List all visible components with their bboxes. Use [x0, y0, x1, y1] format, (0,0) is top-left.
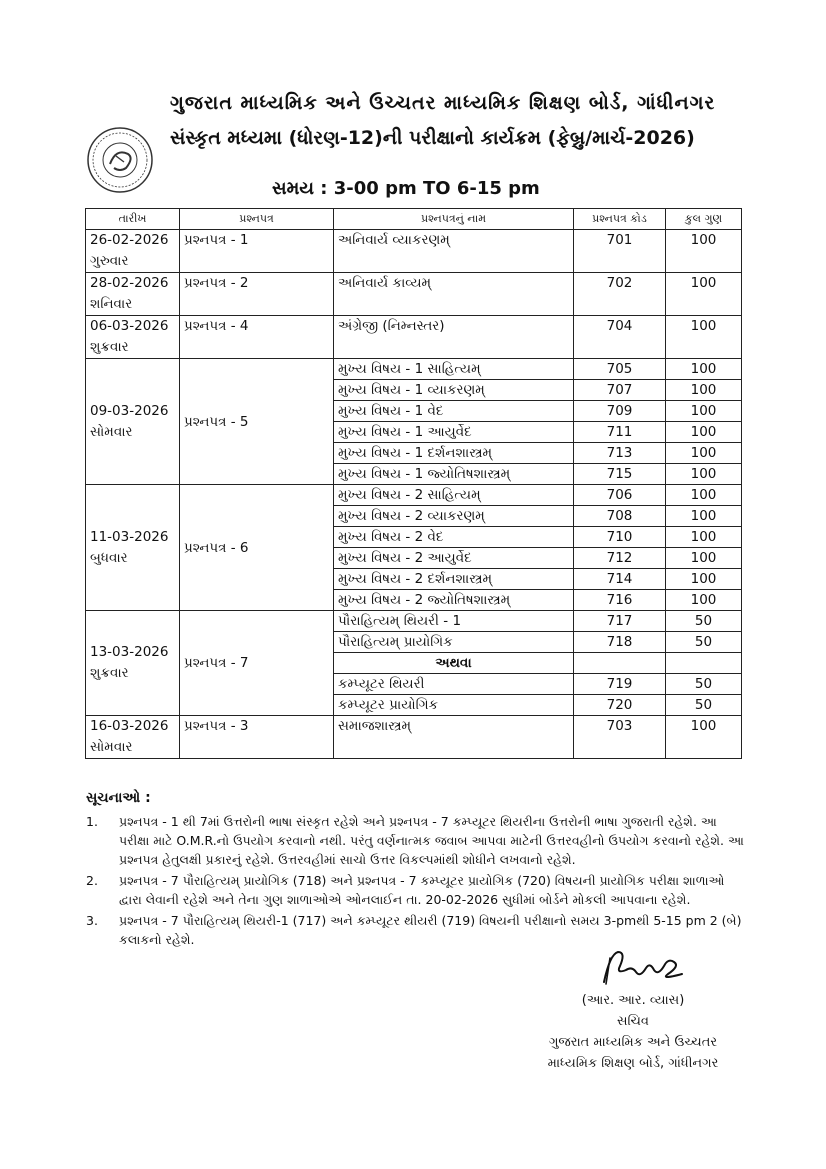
table-row: [86, 485, 742, 506]
paper-name: મુખ્ય વિષય - 1 આયુર્વેદ: [334, 422, 574, 443]
signatory-name: (આર. આર. વ્યાસ): [581, 993, 685, 1008]
paper-number: પ્રશ્નપત્ર - 3: [180, 716, 334, 759]
col-header-total-marks: કુલ ગુણ: [666, 209, 742, 230]
exam-date: 26-02-2026: [90, 232, 169, 248]
paper-name: અંગ્રેજી (નિમ્નસ્તર): [334, 316, 574, 359]
signatory-designation: સચિવ: [617, 1014, 649, 1029]
exam-date: 28-02-2026: [90, 275, 169, 291]
exam-day: બુધવાર: [90, 549, 128, 566]
paper-number: પ્રશ્નપત્ર - 4: [180, 316, 334, 359]
board-seal-logo: [86, 126, 154, 194]
total-marks: 100: [666, 485, 742, 506]
total-marks: 100: [666, 273, 742, 316]
paper-name: મુખ્ય વિષય - 2 સાહિત્યમ્: [334, 485, 574, 506]
table-row: [86, 316, 742, 359]
exam-date-cell: [86, 359, 180, 485]
paper-code: 714: [574, 569, 666, 590]
total-marks: 50: [666, 632, 742, 653]
table-row: [86, 611, 742, 632]
schedule-table: [85, 208, 742, 759]
exam-date-cell: [86, 716, 180, 759]
instruction-item: [86, 871, 746, 909]
exam-day: શનિવાર: [90, 296, 133, 312]
total-marks: 100: [666, 359, 742, 380]
total-marks: 100: [666, 464, 742, 485]
exam-date: 09-03-2026: [90, 402, 169, 419]
instructions-list: [86, 812, 746, 951]
paper-code: 719: [574, 674, 666, 695]
total-marks: 100: [666, 527, 742, 548]
paper-name: સમાજશાસ્ત્રમ્: [334, 716, 574, 759]
total-marks: 50: [666, 674, 742, 695]
exam-date-cell: [86, 273, 180, 316]
paper-number: પ્રશ્નપત્ર - 2: [180, 273, 334, 316]
paper-name: કમ્પ્યૂટર પ્રાયોગિક: [334, 695, 574, 716]
col-header-date: તારીખ: [86, 209, 180, 230]
empty-code-cell: [574, 653, 666, 674]
handwritten-signature: [596, 944, 688, 990]
paper-name: મુખ્ય વિષય - 2 જ્યોતિષશાસ્ત્રમ્: [334, 590, 574, 611]
paper-code: 704: [574, 316, 666, 359]
paper-name: અનિવાર્ય વ્યાકરણમ્: [334, 230, 574, 273]
exam-date: 13-03-2026: [90, 644, 169, 660]
table-row: [86, 359, 742, 380]
paper-name: મુખ્ય વિષય - 1 જ્યોતિષશાસ્ત્રમ્: [334, 464, 574, 485]
paper-code: 712: [574, 548, 666, 569]
paper-code: 717: [574, 611, 666, 632]
exam-day: શુક્રવાર: [90, 339, 129, 355]
paper-name: મુખ્ય વિષય - 2 દર્શનશાસ્ત્રમ્: [334, 569, 574, 590]
paper-code: 709: [574, 401, 666, 422]
instruction-number: 1.: [86, 814, 98, 829]
exam-schedule-title: સંસ્કૃત મધ્યમા (ધોરણ-12)ની પરીક્ષાનો કાર્યક્રમ (ફેબ્રુ/માર્ચ-2026): [170, 127, 695, 149]
paper-name: અનિવાર્ય કાવ્યમ્: [334, 273, 574, 316]
exam-date: 16-03-2026: [90, 718, 169, 734]
paper-code: 702: [574, 273, 666, 316]
instruction-item: [86, 812, 746, 869]
instruction-text: પ્રશ્નપત્ર - 7 પૌરાહિત્યમ્ થિયરી-1 (717) અને કમ્પ્યૂટર થીયરી (719) વિષયની પરીક્ષાનો સમય 3-pmથી 5-15 pm 2 (બે) કલાકનો રહેશે.: [119, 913, 742, 947]
col-header-paper-code: પ્રશ્નપત્ર કોડ: [574, 209, 666, 230]
table-header-row: [86, 209, 742, 230]
paper-name: મુખ્ય વિષય - 2 વેદ: [334, 527, 574, 548]
paper-code: 716: [574, 590, 666, 611]
exam-date: 11-03-2026: [90, 528, 169, 545]
total-marks: 100: [666, 422, 742, 443]
paper-name: મુખ્ય વિષય - 2 આયુર્વેદ: [334, 548, 574, 569]
col-header-paper: પ્રશ્નપત્ર: [180, 209, 334, 230]
paper-code: 701: [574, 230, 666, 273]
paper-name: મુખ્ય વિષય - 1 વેદ: [334, 401, 574, 422]
instruction-number: 2.: [86, 873, 98, 888]
paper-name: પૌરાહિત્યમ્ થિયરી - 1: [334, 611, 574, 632]
paper-name: મુખ્ય વિષય - 1 દર્શનશાસ્ત્રમ્: [334, 443, 574, 464]
exam-date-cell: [86, 316, 180, 359]
col-header-paper-name: પ્રશ્નપત્રનું નામ: [334, 209, 574, 230]
exam-date-cell: [86, 230, 180, 273]
signatory-block: [528, 990, 738, 1074]
total-marks: 100: [666, 443, 742, 464]
exam-date: 06-03-2026: [90, 318, 169, 334]
total-marks: 100: [666, 548, 742, 569]
exam-day: સોમવાર: [90, 423, 133, 440]
total-marks: 50: [666, 695, 742, 716]
paper-code: 708: [574, 506, 666, 527]
total-marks: 100: [666, 401, 742, 422]
exam-date-cell: [86, 485, 180, 611]
paper-number: પ્રશ્નપત્ર - 6: [180, 485, 334, 611]
board-title: ગુજરાત માધ્યમિક અને ઉચ્ચતર માધ્યમિક શિક્ષણ બોર્ડ, ગાંધીનગર: [170, 92, 716, 114]
paper-code: 710: [574, 527, 666, 548]
paper-code: 715: [574, 464, 666, 485]
total-marks: 100: [666, 230, 742, 273]
exam-day: સોમવાર: [90, 739, 133, 755]
instruction-text: પ્રશ્નપત્ર - 1 થી 7માં ઉત્તરોની ભાષા સંસ્કૃત રહેશે અને પ્રશ્નપત્ર - 7 કમ્પ્યૂટર થિયરીના ઉત્તરોની ભાષા ગુજરાતી રહેશે. આ પરીક્ષા માટે O.M.R.નો ઉપયોગ કરવાનો નથી. પરંતુ વર્ણનાત્મક જવાબ આપવા માટેની ઉત્તરવહીનો ઉપયોગ કરવાનો રહેશે. આ પ્રશ્નપત્ર હેતુલક્ષી પ્રકારનું રહેશે. ઉત્તરવહીમાં સાચો ઉત્તર વિકલ્પમાંથી શોધીને લખવાનો રહેશે.: [119, 814, 744, 867]
paper-number: પ્રશ્નપત્ર - 1: [180, 230, 334, 273]
total-marks: 100: [666, 380, 742, 401]
paper-code: 718: [574, 632, 666, 653]
paper-name: મુખ્ય વિષય - 2 વ્યાકરણમ્: [334, 506, 574, 527]
schedule-body: [86, 230, 742, 759]
paper-code: 706: [574, 485, 666, 506]
paper-code: 720: [574, 695, 666, 716]
exam-day: શુક્રવાર: [90, 665, 129, 681]
paper-code: 711: [574, 422, 666, 443]
paper-number: પ્રશ્નપત્ર - 7: [180, 611, 334, 716]
paper-code: 705: [574, 359, 666, 380]
paper-name: મુખ્ય વિષય - 1 વ્યાકરણમ્: [334, 380, 574, 401]
exam-timing: સમય : 3-00 pm TO 6-15 pm: [272, 178, 540, 199]
total-marks: 100: [666, 506, 742, 527]
total-marks: 100: [666, 569, 742, 590]
table-row: [86, 716, 742, 759]
paper-code: 707: [574, 380, 666, 401]
paper-number: પ્રશ્નપત્ર - 5: [180, 359, 334, 485]
instruction-text: પ્રશ્નપત્ર - 7 પૌરાહિત્યમ્ પ્રાયોગિક (718) અને પ્રશ્નપત્ર - 7 કમ્પ્યૂટર પ્રાયોગિક (720) વિષયની પ્રાયોગિક પરીક્ષા શાળાઓ દ્વારા લેવાની રહેશે અને તેના ગુણ શાળાઓએ ઓનલાઈન તા. 20-02-2026 સુધીમાં બોર્ડને મોકલી આપવાના રહેશે.: [119, 873, 725, 907]
instruction-number: 3.: [86, 913, 98, 928]
table-row: [86, 273, 742, 316]
paper-name: પૌરાહિત્યમ્ પ્રાયોગિક: [334, 632, 574, 653]
total-marks: 100: [666, 316, 742, 359]
paper-name: મુખ્ય વિષય - 1 સાહિત્યમ્: [334, 359, 574, 380]
table-row: [86, 230, 742, 273]
signatory-org-line2: માધ્યમિક શિક્ષણ બોર્ડ, ગાંધીનગર: [547, 1056, 719, 1071]
total-marks: 50: [666, 611, 742, 632]
paper-name: કમ્પ્યૂટર થિયરી: [334, 674, 574, 695]
total-marks: 100: [666, 590, 742, 611]
paper-code: 713: [574, 443, 666, 464]
signatory-org-line1: ગુજરાત માધ્યમિક અને ઉચ્ચતર: [548, 1035, 718, 1050]
empty-marks-cell: [666, 653, 742, 674]
instructions-heading: સૂચનાઓ :: [86, 790, 151, 806]
exam-date-cell: [86, 611, 180, 716]
total-marks: 100: [666, 716, 742, 759]
or-separator: અથવા: [334, 653, 574, 674]
exam-day: ગુરુવાર: [90, 253, 129, 269]
paper-code: 703: [574, 716, 666, 759]
